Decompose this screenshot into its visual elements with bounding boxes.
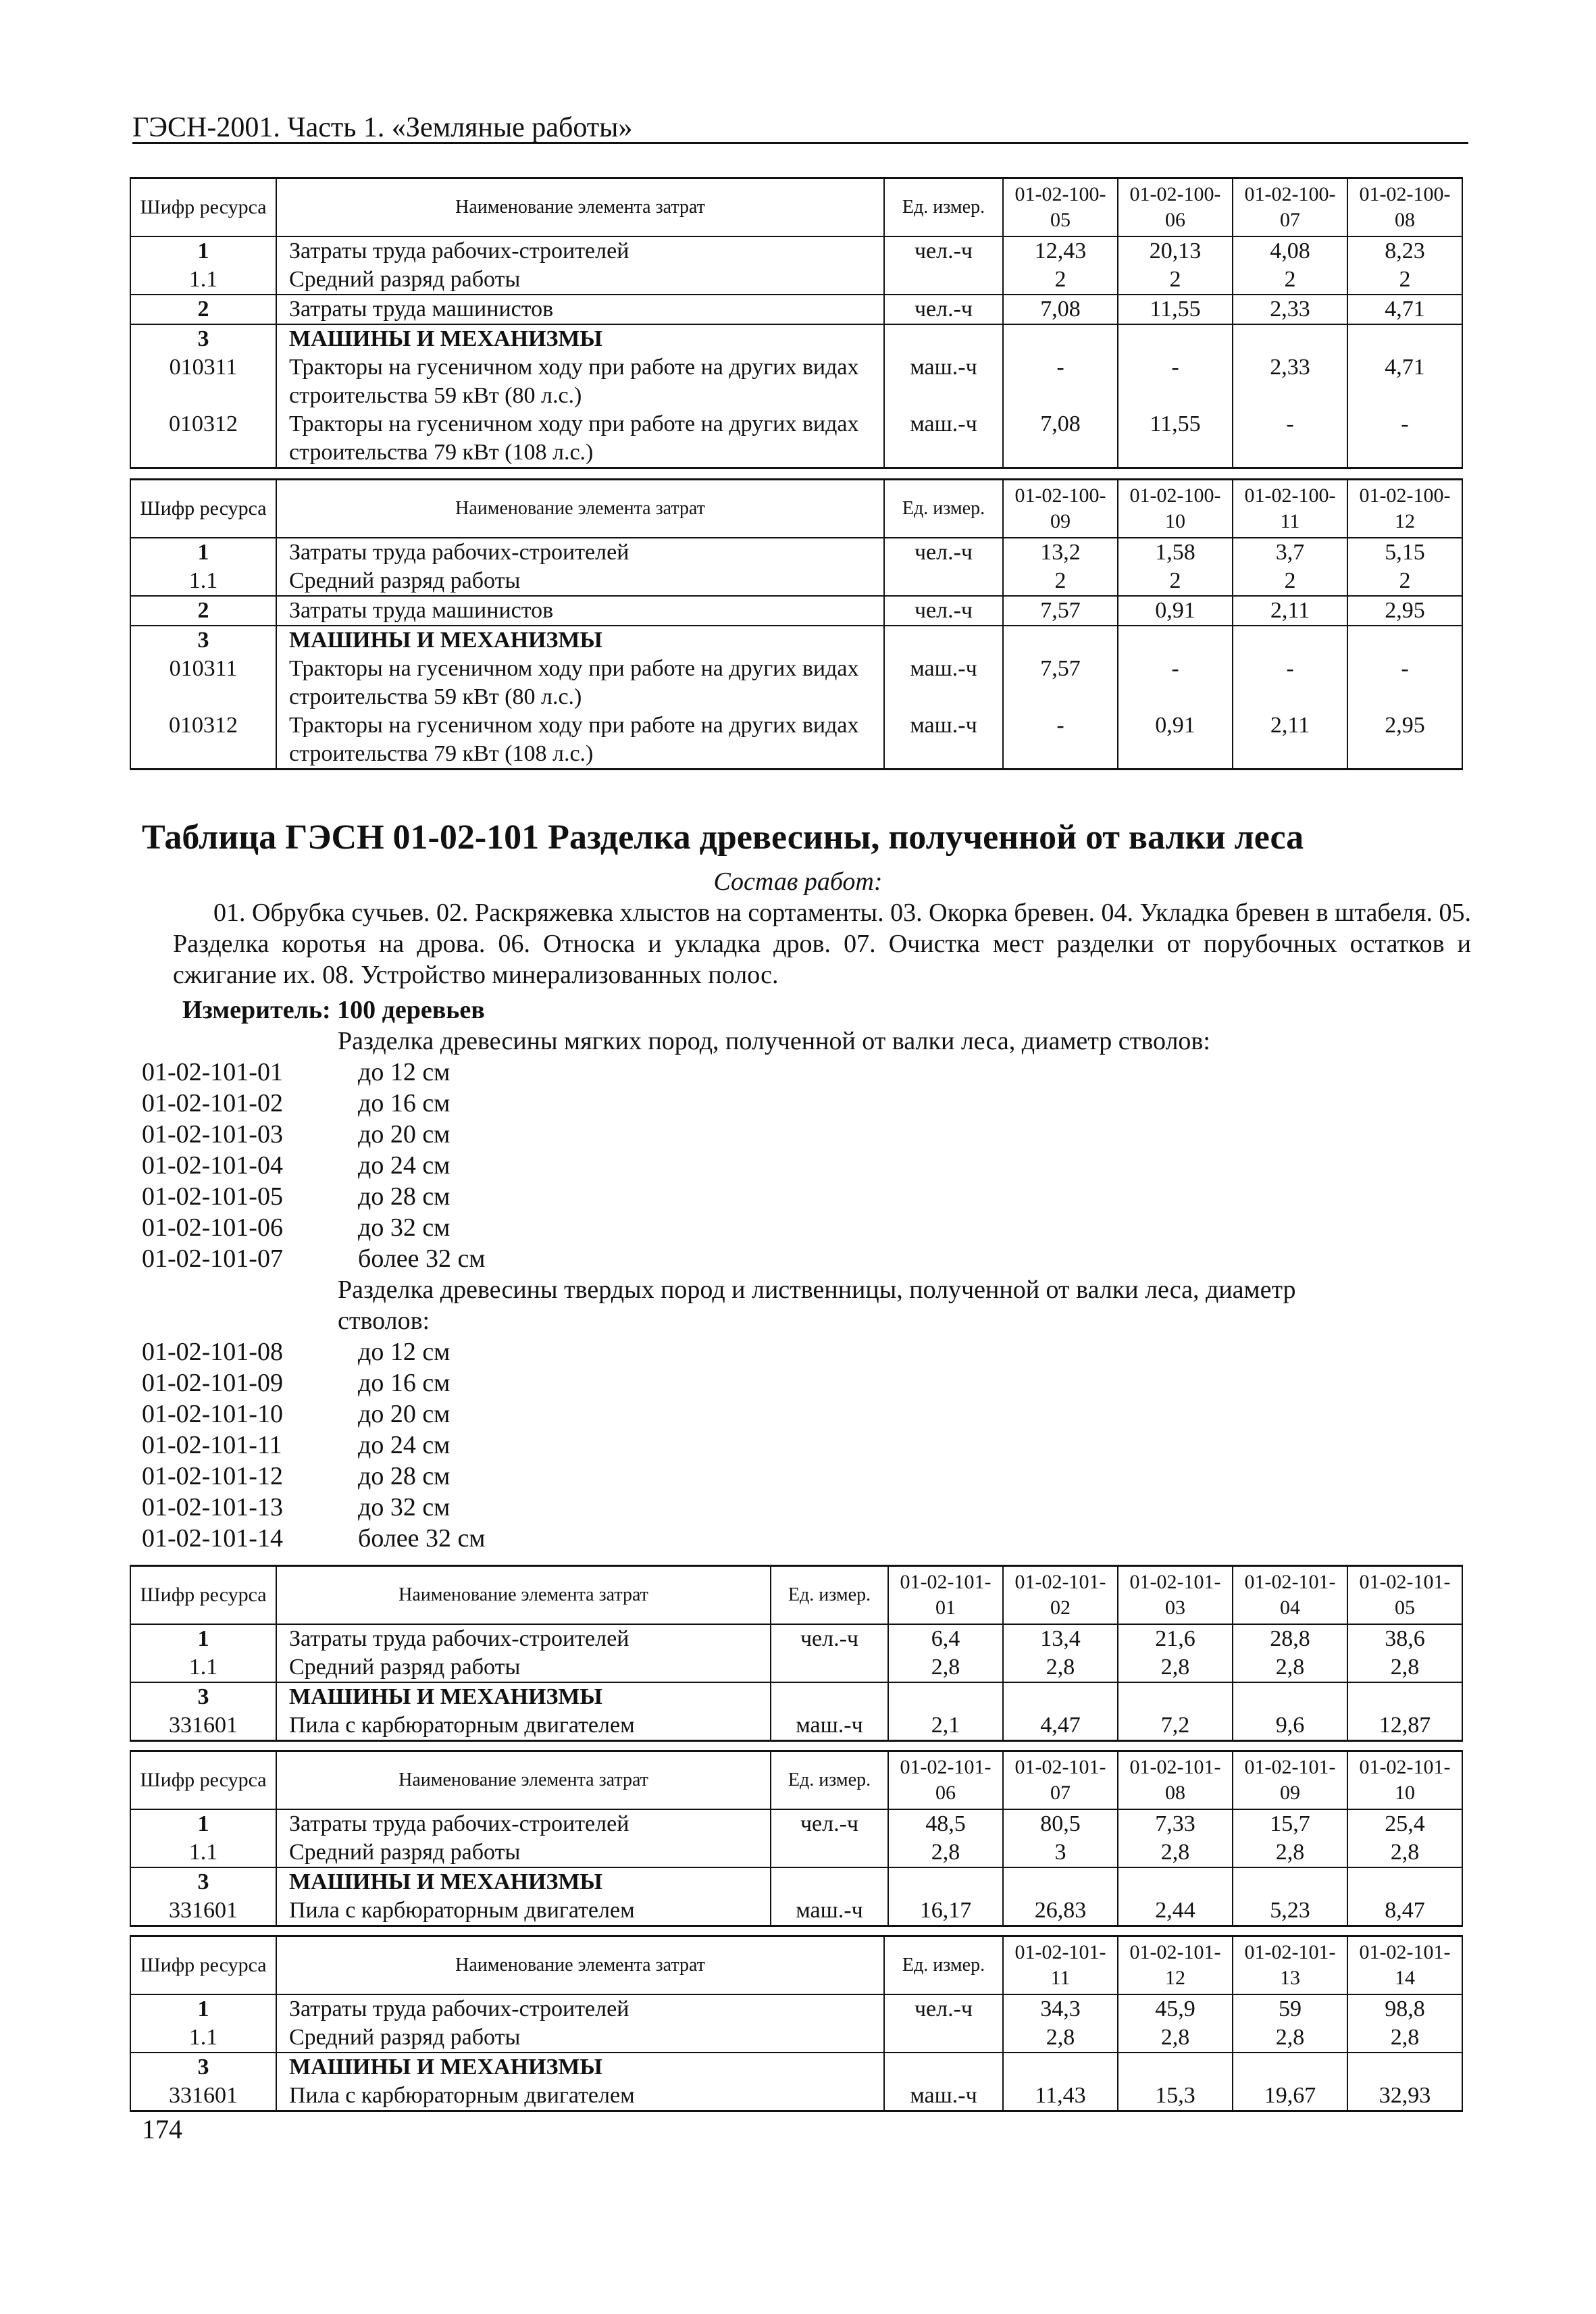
header-name: Наименование элемента затрат — [276, 1936, 884, 1995]
resource-value — [1118, 1867, 1233, 1896]
works-subtitle: Состав работ: — [713, 867, 883, 896]
resource-table-5 — [130, 1935, 1463, 2112]
resource-name: Тракторы на гусеничном ходу при работе на других видах строительства 59 кВт (80 л.с.) — [276, 655, 884, 711]
resource-name: МАШИНЫ И МЕХАНИЗМЫ — [276, 2053, 884, 2082]
norm-code: 01-02-101-01 — [142, 1058, 283, 1086]
resource-name: Тракторы на гусеничном ходу при работе на других видах строительства 79 кВт (108 л.с.) — [276, 410, 884, 468]
resource-name: Тракторы на гусеничном ходу при работе на других видах строительства 59 кВт (80 л.с.) — [276, 353, 884, 410]
norm-description: более 32 см — [358, 1524, 486, 1553]
resource-value — [1003, 324, 1118, 353]
norm-description: до 24 см — [358, 1151, 451, 1180]
resource-table-3 — [130, 1565, 1463, 1742]
norm-code: 01-02-101-11 — [142, 1431, 282, 1459]
resource-value — [1347, 1682, 1462, 1711]
header-norm: 01-02-101-11 — [1003, 1936, 1118, 1995]
header-norm: 01-02-101-14 — [1347, 1936, 1462, 1995]
header-unit: Ед. измер. — [884, 1936, 1003, 1995]
resource-value — [1118, 2053, 1233, 2082]
norm-code: 01-02-101-10 — [142, 1400, 283, 1428]
resource-code: 1.1 — [130, 1653, 276, 1682]
header-norm: 01-02-100-12 — [1347, 480, 1462, 538]
resource-name: Затраты труда машинистов — [276, 295, 884, 324]
table-row — [130, 1809, 1462, 1838]
resource-code: 3 — [130, 324, 276, 353]
resource-value: 25,4 — [1347, 1809, 1462, 1838]
norm-code: 01-02-101-08 — [142, 1338, 283, 1366]
resource-code: 010312 — [130, 410, 276, 468]
resource-unit — [884, 266, 1003, 295]
norm-description: до 16 см — [358, 1369, 451, 1397]
soft-wood-intro: Разделка древесины мягких пород, полученной от валки леса, диаметр стволов: — [338, 1027, 1210, 1055]
header-rule — [132, 142, 1468, 144]
header-unit: Ед. измер. — [771, 1566, 888, 1625]
table-row — [130, 1653, 1462, 1682]
header-code: Шифр ресурса — [130, 1751, 276, 1810]
table-header-row — [130, 1936, 1462, 1995]
resource-name: Пила с карбюраторным двигателем — [276, 1711, 771, 1741]
resource-value: 59 — [1233, 1994, 1347, 2023]
resource-value — [1233, 626, 1347, 655]
table-row — [130, 2082, 1462, 2111]
resource-code: 010311 — [130, 655, 276, 711]
header-code: Шифр ресурса — [130, 480, 276, 538]
resource-unit — [884, 626, 1003, 655]
resource-value — [1003, 1682, 1118, 1711]
resource-value: 38,6 — [1347, 1624, 1462, 1653]
resource-value — [1118, 626, 1233, 655]
resource-value: 2 — [1118, 266, 1233, 295]
resource-table-4 — [130, 1750, 1463, 1927]
resource-unit — [884, 567, 1003, 596]
resource-value: 48,5 — [888, 1809, 1003, 1838]
hard-wood-intro: Разделка древесины твердых пород и лиственницы, полученной от валки леса, диаметр стволов: — [338, 1276, 1296, 1335]
resource-value: - — [1003, 353, 1118, 410]
header-norm: 01-02-101-05 — [1347, 1566, 1462, 1625]
resource-value: 4,08 — [1233, 236, 1347, 266]
table-row — [130, 266, 1462, 295]
resource-value: 4,47 — [1003, 1711, 1118, 1741]
resource-value: 26,83 — [1003, 1896, 1118, 1926]
resource-code: 1.1 — [130, 1838, 276, 1867]
resource-code: 010311 — [130, 353, 276, 410]
resource-value: 5,23 — [1233, 1896, 1347, 1926]
resource-value: 11,55 — [1118, 295, 1233, 324]
table-row — [130, 538, 1462, 567]
resource-value: - — [1118, 353, 1233, 410]
resource-value: 8,23 — [1347, 236, 1462, 266]
norm-description: до 24 см — [358, 1431, 451, 1459]
header-norm: 01-02-100-09 — [1003, 480, 1118, 538]
header-norm: 01-02-101-08 — [1118, 1751, 1233, 1810]
norm-description: до 16 см — [358, 1089, 451, 1117]
resource-value: 80,5 — [1003, 1809, 1118, 1838]
resource-code: 331601 — [130, 1711, 276, 1741]
table-header-row — [130, 1566, 1462, 1625]
resource-value: - — [1347, 410, 1462, 468]
resource-value: 2 — [1347, 567, 1462, 596]
norm-code: 01-02-101-05 — [142, 1182, 283, 1211]
resource-value: 1,58 — [1118, 538, 1233, 567]
header-norm: 01-02-101-03 — [1118, 1566, 1233, 1625]
resource-name: Средний разряд работы — [276, 2023, 884, 2053]
table-row — [130, 2023, 1462, 2053]
resource-value: 15,7 — [1233, 1809, 1347, 1838]
resource-code: 1 — [130, 236, 276, 266]
table-row — [130, 711, 1462, 770]
resource-unit: чел.-ч — [884, 236, 1003, 266]
header-code: Шифр ресурса — [130, 1936, 276, 1995]
resource-value: 2,8 — [1003, 2023, 1118, 2053]
resource-unit: маш.-ч — [884, 410, 1003, 468]
resource-unit — [884, 324, 1003, 353]
resource-value: 2,11 — [1233, 596, 1347, 626]
resource-code: 1 — [130, 1994, 276, 2023]
resource-value: 12,43 — [1003, 236, 1118, 266]
resource-name: Средний разряд работы — [276, 1838, 771, 1867]
header-name: Наименование элемента затрат — [276, 1566, 771, 1625]
header-norm: 01-02-100-05 — [1003, 178, 1118, 237]
resource-unit — [771, 1867, 888, 1896]
resource-code: 010312 — [130, 711, 276, 770]
norm-description: до 32 см — [358, 1493, 451, 1521]
table-row — [130, 1896, 1462, 1926]
resource-value: 11,55 — [1118, 410, 1233, 468]
header-unit: Ед. измер. — [884, 480, 1003, 538]
norm-code: 01-02-101-13 — [142, 1493, 283, 1521]
resource-value — [1347, 324, 1462, 353]
resource-code: 331601 — [130, 2082, 276, 2111]
norm-code: 01-02-101-12 — [142, 1462, 283, 1490]
resource-value — [1347, 626, 1462, 655]
resource-value: 4,71 — [1347, 295, 1462, 324]
resource-name: Средний разряд работы — [276, 567, 884, 596]
resource-value — [1118, 1682, 1233, 1711]
norm-code: 01-02-101-14 — [142, 1524, 283, 1553]
resource-name: Затраты труда рабочих-строителей — [276, 538, 884, 567]
header-code: Шифр ресурса — [130, 1566, 276, 1625]
resource-value: 2,95 — [1347, 596, 1462, 626]
resource-value: 7,33 — [1118, 1809, 1233, 1838]
table-row — [130, 1838, 1462, 1867]
header-norm: 01-02-101-07 — [1003, 1751, 1118, 1810]
resource-code: 2 — [130, 295, 276, 324]
resource-value: 0,91 — [1118, 596, 1233, 626]
resource-value: - — [1347, 655, 1462, 711]
resource-value — [1003, 2053, 1118, 2082]
resource-unit: маш.-ч — [771, 1896, 888, 1926]
resource-value: 2,95 — [1347, 711, 1462, 770]
header-norm: 01-02-101-01 — [888, 1566, 1003, 1625]
resource-code: 3 — [130, 2053, 276, 2082]
resource-name: Затраты труда машинистов — [276, 596, 884, 626]
table-row — [130, 295, 1462, 324]
resource-value: 7,57 — [1003, 655, 1118, 711]
header-norm: 01-02-101-09 — [1233, 1751, 1347, 1810]
header-norm: 01-02-100-11 — [1233, 480, 1347, 538]
resource-value: 20,13 — [1118, 236, 1233, 266]
resource-code: 1.1 — [130, 266, 276, 295]
works-description: 01. Обрубка сучьев. 02. Раскряжевка хлыстов на сортаменты. 03. Окорка бревен. 04. Укладка бревен в штабеля. 05. Разделка коротья на дрова. 06. Относка и укладка дров. 07. Очистка мест разделки от порубочных остатков и сжигание их. 08. Устройство минерализованных полос. — [173, 899, 1471, 989]
header-name: Наименование элемента затрат — [276, 1751, 771, 1810]
table-row — [130, 655, 1462, 711]
resource-value: 2,1 — [888, 1711, 1003, 1741]
header-name: Наименование элемента затрат — [276, 480, 884, 538]
resource-value: 0,91 — [1118, 711, 1233, 770]
resource-value: 2 — [1347, 266, 1462, 295]
resource-unit — [771, 1838, 888, 1867]
resource-code: 1 — [130, 1809, 276, 1838]
resource-value: 2,8 — [1347, 1838, 1462, 1867]
resource-value: 3 — [1003, 1838, 1118, 1867]
resource-name: Затраты труда рабочих-строителей — [276, 1809, 771, 1838]
resource-value — [1003, 1867, 1118, 1896]
table-row — [130, 324, 1462, 353]
resource-value: 2,8 — [1118, 1653, 1233, 1682]
table-row — [130, 1711, 1462, 1741]
resource-unit — [884, 2053, 1003, 2082]
resource-code: 331601 — [130, 1896, 276, 1926]
resource-code: 3 — [130, 1867, 276, 1896]
resource-value: 2,8 — [1118, 1838, 1233, 1867]
resource-value: 16,17 — [888, 1896, 1003, 1926]
table-row — [130, 626, 1462, 655]
table-row — [130, 1682, 1462, 1711]
resource-value: 2,8 — [1233, 2023, 1347, 2053]
resource-value: 9,6 — [1233, 1711, 1347, 1741]
resource-table-1 — [130, 177, 1463, 469]
resource-unit: маш.-ч — [884, 2082, 1003, 2111]
table-row — [130, 1994, 1462, 2023]
resource-value — [888, 1682, 1003, 1711]
resource-code: 1.1 — [130, 2023, 276, 2053]
resource-unit: маш.-ч — [884, 655, 1003, 711]
table-row — [130, 2053, 1462, 2082]
resource-value: 6,4 — [888, 1624, 1003, 1653]
resource-value: 15,3 — [1118, 2082, 1233, 2111]
resource-name: Затраты труда рабочих-строителей — [276, 1624, 771, 1653]
resource-value: 28,8 — [1233, 1624, 1347, 1653]
resource-value: 2,8 — [1347, 2023, 1462, 2053]
resource-value — [888, 1867, 1003, 1896]
header-norm: 01-02-101-13 — [1233, 1936, 1347, 1995]
norm-code: 01-02-101-07 — [142, 1244, 283, 1273]
norm-code: 01-02-101-09 — [142, 1369, 283, 1397]
resource-unit: маш.-ч — [884, 711, 1003, 770]
resource-name: Средний разряд работы — [276, 1653, 771, 1682]
resource-value: - — [1003, 711, 1118, 770]
resource-value: 2,8 — [1233, 1653, 1347, 1682]
resource-unit — [771, 1682, 888, 1711]
header-norm: 01-02-101-12 — [1118, 1936, 1233, 1995]
resource-unit: чел.-ч — [884, 596, 1003, 626]
table-header-row — [130, 178, 1462, 237]
resource-value: 7,57 — [1003, 596, 1118, 626]
norm-code: 01-02-101-04 — [142, 1151, 283, 1180]
resource-unit: чел.-ч — [884, 1994, 1003, 2023]
meter-label: Измеритель: 100 деревьев — [182, 996, 485, 1024]
resource-unit: чел.-ч — [884, 295, 1003, 324]
resource-value — [1003, 626, 1118, 655]
norm-description: до 12 см — [358, 1058, 451, 1086]
resource-code: 1 — [130, 538, 276, 567]
resource-value: 7,08 — [1003, 410, 1118, 468]
resource-value: 32,93 — [1347, 2082, 1462, 2111]
table-row — [130, 567, 1462, 596]
resource-name: МАШИНЫ И МЕХАНИЗМЫ — [276, 1867, 771, 1896]
table-row — [130, 353, 1462, 410]
page-number: 174 — [142, 2114, 182, 2144]
table-header-row — [130, 480, 1462, 538]
resource-code: 3 — [130, 1682, 276, 1711]
resource-value — [1233, 1867, 1347, 1896]
resource-value: 19,67 — [1233, 2082, 1347, 2111]
page-header: ГЭСН-2001. Часть 1. «Земляные работы» — [132, 112, 633, 143]
norm-description: до 28 см — [358, 1182, 451, 1211]
resource-value — [1233, 2053, 1347, 2082]
resource-value: 45,9 — [1118, 1994, 1233, 2023]
resource-value — [1347, 2053, 1462, 2082]
header-norm: 01-02-101-02 — [1003, 1566, 1118, 1625]
resource-unit: чел.-ч — [771, 1624, 888, 1653]
header-norm: 01-02-101-06 — [888, 1751, 1003, 1810]
resource-value: - — [1233, 410, 1347, 468]
resource-value: - — [1118, 655, 1233, 711]
header-norm: 01-02-100-10 — [1118, 480, 1233, 538]
resource-value: 2,33 — [1233, 353, 1347, 410]
resource-value — [1347, 1867, 1462, 1896]
resource-value: 4,71 — [1347, 353, 1462, 410]
table-row — [130, 236, 1462, 266]
resource-name: Средний разряд работы — [276, 266, 884, 295]
header-norm: 01-02-101-10 — [1347, 1751, 1462, 1810]
resource-value: 2,33 — [1233, 295, 1347, 324]
resource-value: 2,11 — [1233, 711, 1347, 770]
resource-value: 2,44 — [1118, 1896, 1233, 1926]
header-norm: 01-02-100-07 — [1233, 178, 1347, 237]
resource-name: Тракторы на гусеничном ходу при работе на других видах строительства 79 кВт (108 л.с.) — [276, 711, 884, 770]
resource-value: 2,8 — [888, 1653, 1003, 1682]
resource-value: 21,6 — [1118, 1624, 1233, 1653]
resource-code: 2 — [130, 596, 276, 626]
resource-value: 2 — [1233, 266, 1347, 295]
header-unit: Ед. измер. — [771, 1751, 888, 1810]
resource-value: 7,08 — [1003, 295, 1118, 324]
header-norm: 01-02-101-04 — [1233, 1566, 1347, 1625]
resource-unit: чел.-ч — [884, 538, 1003, 567]
resource-value: 12,87 — [1347, 1711, 1462, 1741]
resource-name: Пила с карбюраторным двигателем — [276, 1896, 771, 1926]
section-title: Таблица ГЭСН 01-02-101 Разделка древесины, полученной от валки леса — [142, 818, 1304, 857]
resource-name: Затраты труда рабочих-строителей — [276, 236, 884, 266]
resource-value: 2,8 — [1003, 1653, 1118, 1682]
resource-value — [1233, 1682, 1347, 1711]
header-norm: 01-02-100-06 — [1118, 178, 1233, 237]
resource-name: Затраты труда рабочих-строителей — [276, 1994, 884, 2023]
table-header-row — [130, 1751, 1462, 1810]
resource-name: МАШИНЫ И МЕХАНИЗМЫ — [276, 1682, 771, 1711]
resource-value: 11,43 — [1003, 2082, 1118, 2111]
header-code: Шифр ресурса — [130, 178, 276, 237]
resource-name: Пила с карбюраторным двигателем — [276, 2082, 884, 2111]
resource-value: 13,4 — [1003, 1624, 1118, 1653]
norm-description: до 12 см — [358, 1338, 451, 1366]
resource-value: 98,8 — [1347, 1994, 1462, 2023]
resource-code: 1.1 — [130, 567, 276, 596]
resource-value: 2 — [1003, 266, 1118, 295]
resource-code: 3 — [130, 626, 276, 655]
norm-description: более 32 см — [358, 1244, 486, 1273]
resource-unit: маш.-ч — [771, 1711, 888, 1741]
resource-unit — [771, 1653, 888, 1682]
resource-value: 2 — [1233, 567, 1347, 596]
table-row — [130, 596, 1462, 626]
norm-code: 01-02-101-06 — [142, 1213, 283, 1242]
norm-code: 01-02-101-02 — [142, 1089, 283, 1117]
resource-name: МАШИНЫ И МЕХАНИЗМЫ — [276, 626, 884, 655]
resource-value: 34,3 — [1003, 1994, 1118, 2023]
resource-value: 8,47 — [1347, 1896, 1462, 1926]
resource-code: 1 — [130, 1624, 276, 1653]
resource-value: 13,2 — [1003, 538, 1118, 567]
resource-name: МАШИНЫ И МЕХАНИЗМЫ — [276, 324, 884, 353]
resource-unit: маш.-ч — [884, 353, 1003, 410]
table-row — [130, 410, 1462, 468]
resource-unit: чел.-ч — [771, 1809, 888, 1838]
header-unit: Ед. измер. — [884, 178, 1003, 237]
resource-unit — [884, 2023, 1003, 2053]
norm-description: до 32 см — [358, 1213, 451, 1242]
resource-value: 7,2 — [1118, 1711, 1233, 1741]
resource-value: 5,15 — [1347, 538, 1462, 567]
resource-value — [1118, 324, 1233, 353]
resource-value: 2,8 — [1347, 1653, 1462, 1682]
norm-code: 01-02-101-03 — [142, 1120, 283, 1149]
table-row — [130, 1624, 1462, 1653]
table-row — [130, 1867, 1462, 1896]
header-name: Наименование элемента затрат — [276, 178, 884, 237]
norm-description: до 20 см — [358, 1120, 451, 1149]
resource-value: 2 — [1118, 567, 1233, 596]
resource-value: - — [1233, 655, 1347, 711]
resource-table-2 — [130, 478, 1463, 770]
resource-value: 2,8 — [1118, 2023, 1233, 2053]
header-norm: 01-02-100-08 — [1347, 178, 1462, 237]
resource-value: 2 — [1003, 567, 1118, 596]
resource-value — [1233, 324, 1347, 353]
resource-value: 2,8 — [1233, 1838, 1347, 1867]
norm-description: до 20 см — [358, 1400, 451, 1428]
resource-value: 3,7 — [1233, 538, 1347, 567]
resource-value: 2,8 — [888, 1838, 1003, 1867]
norm-description: до 28 см — [358, 1462, 451, 1490]
